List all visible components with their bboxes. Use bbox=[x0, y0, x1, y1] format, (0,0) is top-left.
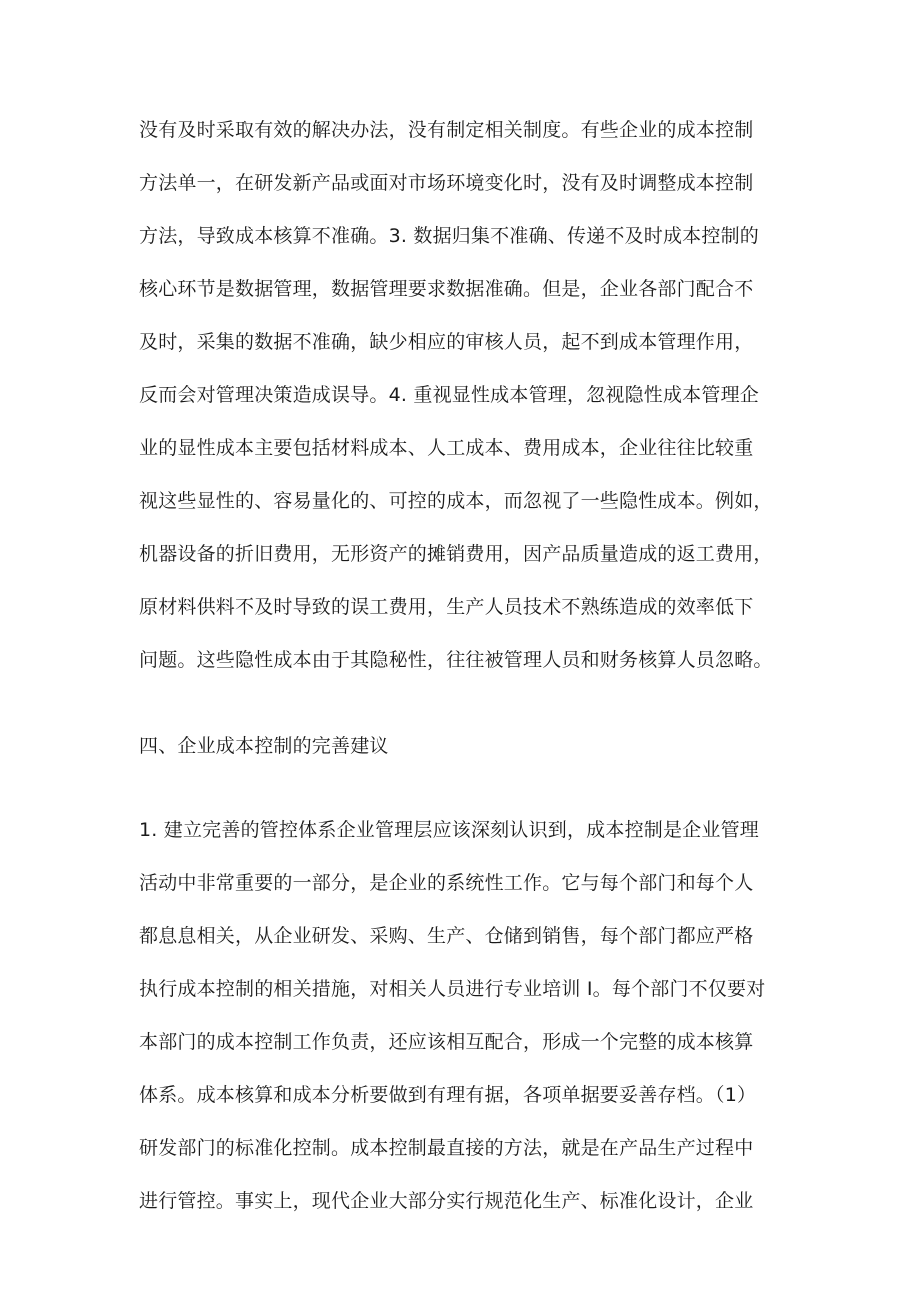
paragraph-line: 问题。这些隐性成本由于其隐秘性，往往被管理人员和财务核算人员忽略。 bbox=[139, 649, 773, 671]
section-heading: 四、企业成本控制的完善建议 bbox=[139, 735, 389, 757]
paragraph-line: 机器设备的折旧费用，无形资产的摊销费用，因产品质量造成的返工费用， bbox=[139, 543, 773, 565]
paragraph-line: 及时，采集的数据不准确，缺少相应的审核人员，起不到成本管理作用， bbox=[139, 331, 754, 353]
paragraph-line: 活动中非常重要的一部分，是企业的系统性工作。它与每个部门和每个人 bbox=[139, 872, 754, 894]
paragraph-line: 反而会对管理决策造成误导。4. 重视显性成本管理，忽视隐性成本管理企 bbox=[139, 384, 759, 406]
paragraph-line: 都息息相关，从企业研发、采购、生产、仓储到销售，每个部门都应严格 bbox=[139, 925, 754, 947]
paragraph-line: 体系。成本核算和成本分析要做到有理有据，各项单据要妥善存档。（1） bbox=[139, 1084, 757, 1106]
paragraph-line: 执行成本控制的相关措施，对相关人员进行专业培训 I。每个部门不仅要对 bbox=[139, 978, 766, 1000]
paragraph-line: 方法，导致成本核算不准确。3. 数据归集不准确、传递不及时成本控制的 bbox=[139, 225, 759, 247]
paragraph-line: 没有及时采取有效的解决办法，没有制定相关制度。有些企业的成本控制 bbox=[139, 119, 754, 141]
paragraph-line: 研发部门的标准化控制。成本控制最直接的方法，就是在产品生产过程中 bbox=[139, 1137, 754, 1159]
paragraph-line: 进行管控。事实上，现代企业大部分实行规范化生产、标准化设计，企业 bbox=[139, 1190, 754, 1212]
paragraph-line: 视这些显性的、容易量化的、可控的成本，而忽视了一些隐性成本。例如， bbox=[139, 490, 773, 512]
paragraph-line: 方法单一，在研发新产品或面对市场环境变化时，没有及时调整成本控制 bbox=[139, 172, 754, 194]
paragraph-line: 核心环节是数据管理，数据管理要求数据准确。但是，企业各部门配合不 bbox=[139, 278, 754, 300]
paragraph-line: 本部门的成本控制工作负责，还应该相互配合，形成一个完整的成本核算 bbox=[139, 1031, 754, 1053]
paragraph-line: 业的显性成本主要包括材料成本、人工成本、费用成本，企业往往比较重 bbox=[139, 437, 754, 459]
paragraph-line: 1. 建立完善的管控体系企业管理层应该深刻认识到，成本控制是企业管理 bbox=[139, 819, 759, 841]
paragraph-line: 原材料供料不及时导致的误工费用，生产人员技术不熟练造成的效率低下 bbox=[139, 596, 754, 618]
